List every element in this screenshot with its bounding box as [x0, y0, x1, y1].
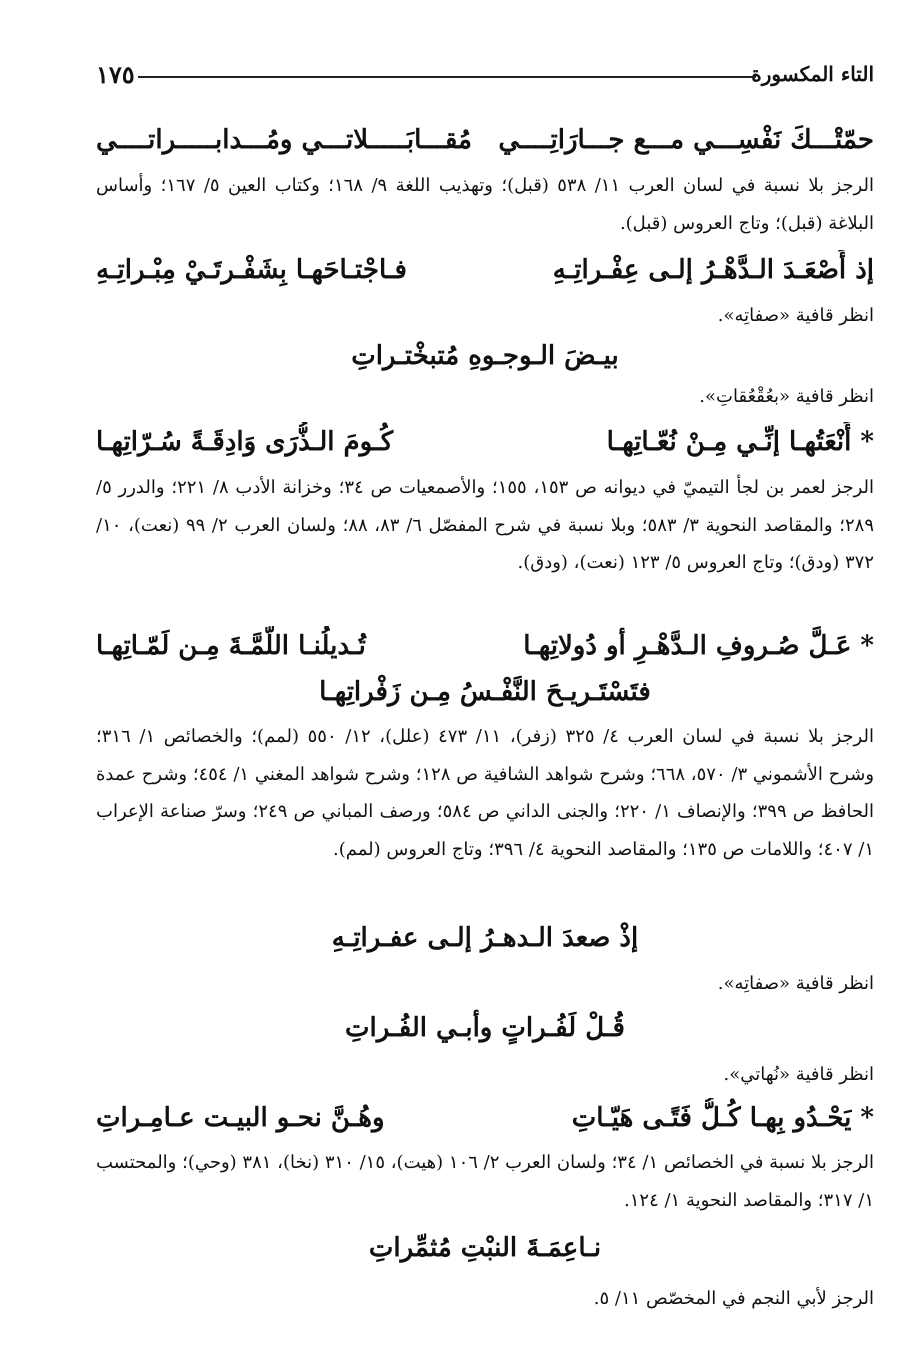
verse-second-hemistich: كُـومَ الـذُّرَى وَادِقَـةً سُـرّاتِهـا [96, 427, 394, 457]
source-note: الرجز بلا نسبة في لسان العرب ١١/ ٥٣٨ (قبل)؛ وتهذيب اللغة ٩/ ١٦٨؛ وكتاب العين ٥/ ١٦٧؛ وأساس البلاغة (قبل)؛ وتاج العروس (قبل). [96, 175, 874, 234]
verse-first-hemistich: * عَـلَّ صُـروفِ الـدَّهْـرِ أو دُولاتِهـا [523, 631, 874, 661]
verse-line-centered [96, 918, 874, 958]
cross-reference: انظر قافية «صفاتِه». [717, 305, 874, 326]
cross-reference: انظر قافية «بعُقْعُقاتِ». [699, 386, 874, 407]
verse-line [96, 1098, 874, 1138]
verse-first-hemistich: حمّتْـــكَ نَفْسِـــي مـــع جـــارَاتِــــي [498, 125, 874, 155]
verse-second-hemistich: تُـديلُنـا اللَّمَّـةَ مِـن لَمّـاتِهـا [96, 631, 366, 661]
verse-line-centered [96, 1228, 874, 1268]
source-note: الرجز لعمر بن لجأ التيميّ في ديوانه ص ١٥٣، ١٥٥؛ والأصمعيات ص ٣٤؛ وخزانة الأدب ٨/ ٢٢١؛ والدرر ٥/ ٢٨٩؛ والمقاصد النحوية ٣/ ٥٨٣؛ وبلا نسبة في شرح المفصّل ٦/ ٨٣، ٨٨؛ ولسان العرب ٢/ ٩٩ (نعت)، ١٠/ ٣٧٢ (ودق)؛ وتاج العروس ٥/ ١٢٣ (نعت)، (ودق). [96, 477, 875, 573]
verse-line [96, 422, 874, 462]
running-header [96, 62, 874, 96]
verse-line [96, 626, 874, 666]
source-note: الرجز بلا نسبة في الخصائص ١/ ٣٤؛ ولسان العرب ٢/ ١٠٦ (هيت)، ١٥/ ٣١٠ (نخا)، ٣٨١ (وحي)؛ والمحتسب ١/ ٣١٧؛ والمقاصد النحوية ١/ ١٢٤. [96, 1152, 874, 1211]
header-rule [138, 76, 756, 78]
verse-second-hemistich: فـاجْتـاحَهـا بِشَفْـرتَـيْ مِبْـراتِـهِ [96, 255, 407, 285]
verse-text: فتَسْتَـريـحَ النَّفْـسُ مِـن زَفْراتِهـا [319, 677, 651, 707]
verse-second-hemistich: وهُـنَّ نحـو البيـت عـامِـراتِ [96, 1103, 385, 1133]
verse-text: إذْ صعدَ الـدهـرُ إلـى عفـراتِـهِ [331, 923, 639, 953]
verse-first-hemistich: إذ أَصْعَـدَ الـدَّهْـرُ إلـى عِفْـراتِـهِ [552, 255, 874, 285]
cross-reference: انظر قافية «صفاتِه». [717, 973, 874, 994]
source-note: الرجز بلا نسبة في لسان العرب ٤/ ٣٢٥ (زفر)، ١١/ ٤٧٣ (علل)، ١٢/ ٥٥٠ (لمم)؛ والخصائص ١/ ٣١٦؛ وشرح الأشموني ٣/ ٥٧٠، ٦٦٨؛ وشرح شواهد الشافية ص ١٢٨؛ وشرح شواهد المغني ١/ ٤٥٤؛ وشرح عمدة الحافظ ص ٣٩٩؛ والإنصاف ١/ ٢٢٠؛ والجنى الداني ص ٥٨٤؛ ورصف المباني ص ٢٤٩؛ وسرّ صناعة الإعراب ١/ ٤٠٧؛ واللامات ص ١٣٥؛ والمقاصد النحوية ٤/ ٣٩٦؛ وتاج العروس (لمم). [96, 726, 875, 860]
cross-reference: انظر قافية «نُهاتي». [723, 1064, 874, 1085]
verse-line-centered [96, 336, 874, 376]
running-title: التاء المكسورة [751, 62, 874, 86]
verse-text: قُـلْ لَفُـراتٍ وأبـي الفُـراتِ [345, 1013, 625, 1043]
verse-first-hemistich: * يَحْـدُو بِهـا كُـلُّ فَتًـى هَيّـاتِ [571, 1103, 874, 1133]
verse-line [96, 120, 874, 160]
verse-text: بيـضَ الـوجـوهِ مُتبخْتـراتِ [351, 341, 619, 371]
page-number: ١٧٥ [96, 60, 135, 89]
verse-line-centered [96, 672, 874, 712]
verse-line [96, 250, 874, 290]
verse-text: نـاعِمَـةَ النبْتِ مُثمِّراتِ [368, 1233, 602, 1263]
verse-first-hemistich: * أَنْعَتُهـا إنِّـي مِـنْ نُعّـاتِهـا [606, 427, 874, 457]
verse-second-hemistich: مُقـــابَـــــلاتـــي ومُـــدابـــــراتــــي [96, 125, 472, 155]
source-note: الرجز لأبي النجم في المخصّص ١١/ ٥. [593, 1288, 874, 1309]
verse-line-centered [96, 1008, 874, 1048]
